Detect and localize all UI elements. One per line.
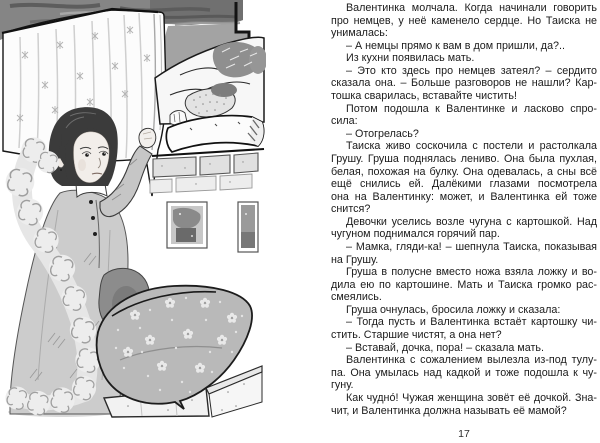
- text-line: стить. Старшие чистят, а она нет?: [331, 329, 502, 342]
- text-line: Валентинка с сожалением вылезла из-под тулу-: [346, 354, 597, 367]
- text-line: – Мамка, гляди-ка! – шепнула Таиска, показывая: [346, 240, 597, 253]
- text-line: Груша очнулась, бросила ложку и сказала:: [346, 303, 561, 316]
- text-line: она на Валентинку: может, и Валентинка ей тоже: [331, 190, 597, 203]
- text-line: про немцев, у неё каменело сердце. Но Таиска не: [331, 14, 597, 27]
- text-line: ещё снились ей. Далёкими глазами посмотрела: [331, 178, 597, 191]
- text-line: унималась:: [331, 27, 388, 40]
- window-frame-2: [238, 202, 258, 252]
- text-line: па. Она умылась над кадкой и тоже подошла к чу-: [331, 366, 597, 379]
- text-line: смеялись.: [331, 291, 382, 304]
- earring: [60, 169, 62, 171]
- text-line: Девочки уселись возле чугуна с картошкой. Над: [346, 215, 597, 228]
- text-line: Грушу. Груша поднялась лениво. Она была пухлая,: [331, 152, 597, 165]
- text-line: – Тогда пусть и Валентинка встаёт картошку чи-: [346, 316, 597, 329]
- text-line: на Грушу.: [331, 253, 379, 266]
- girl-hand: [139, 128, 156, 147]
- brick-ledge: [150, 149, 264, 193]
- text-line: Из кухни появилась мать.: [346, 52, 475, 65]
- text-line: Валентинка молчала. Когда начинали говорить: [346, 2, 597, 14]
- text-line: чугуном поднимался горячий пар.: [331, 228, 500, 241]
- page-number: 17: [458, 428, 470, 440]
- text-line: гуну.: [331, 379, 354, 392]
- text-line: дила ею по картошине. Мать и Таиска громко рас-: [331, 278, 597, 291]
- text-line: Таиска живо соскочила с постели и растолкала: [346, 140, 597, 153]
- text-column: [331, 2, 597, 417]
- text-line: – Вставай, дочка, пора! – сказала мать.: [346, 341, 545, 354]
- window-frame-1: [167, 202, 207, 248]
- text-line: чит, и Валентинка должна называть её мамой?: [331, 404, 567, 417]
- text-line: Потом подошла к Валентинке и ласково спро-: [346, 102, 597, 115]
- text-line: Как чудно́! Чужая женщина зовёт её дочкой. Зна-: [346, 391, 597, 404]
- text-line: Груша в полусне вместо ножа взяла ложку и во-: [346, 266, 597, 279]
- text-line: – А немцы прямо к вам в дом пришли, да?..: [346, 39, 565, 52]
- text-line: сила:: [331, 115, 358, 128]
- text-line: сказала она. – Больше разговоров не нашли? Кар-: [331, 77, 597, 90]
- text-line: снится?: [331, 203, 371, 216]
- text-line: тошка сварилась, вставайте чистить!: [331, 90, 517, 103]
- text-line: белая, похожая на булку. Она одевалась, а сны всё: [331, 165, 597, 178]
- illustration: [0, 0, 266, 420]
- text-line: – Отогрелась?: [346, 127, 419, 140]
- text-line: – Это кто здесь про немцев затеял? – сердито: [346, 64, 597, 77]
